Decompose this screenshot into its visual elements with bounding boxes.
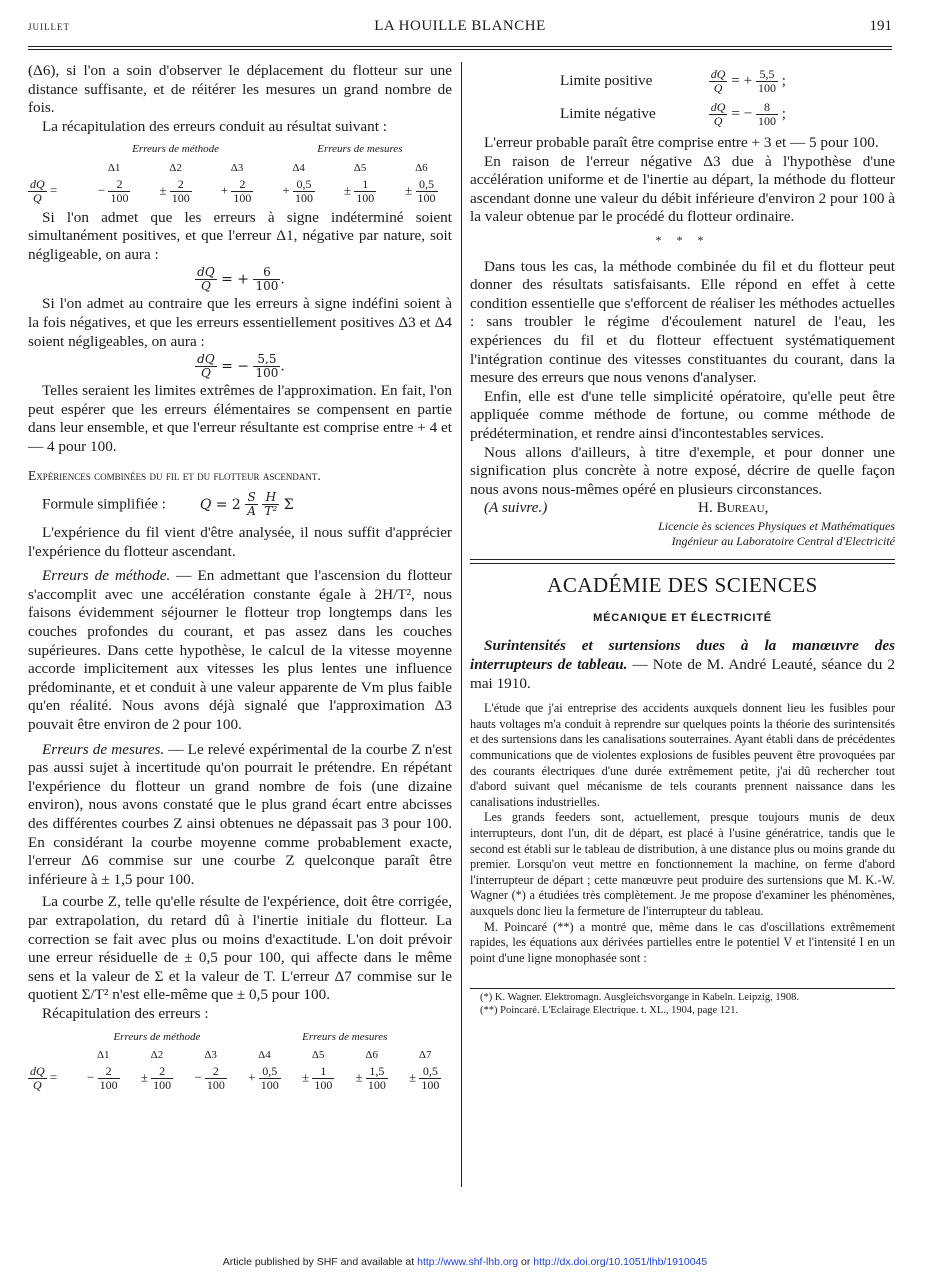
frac-den: 100 — [255, 366, 279, 381]
formula-label: Formule simplifiée : — [42, 495, 167, 513]
footer-text: Article published by SHF and available at — [222, 1256, 418, 1268]
delta-label: Δ3 — [230, 161, 244, 174]
paragraph: L'expérience du fil vient d'être analysée, il nous suffit d'apprécier l'expérience du flotteur ascendant. — [28, 524, 452, 560]
paragraph: Telles seraient les limites extrêmes de l'approximation. En fait, l'on peut espérer que les erreurs élémentaires se compensent en partie dans leur ensemble, et que l'erreur résultante est comprise entre + 4 et — 4 pour 100. — [28, 382, 452, 455]
limit-label: Limite positive — [560, 71, 653, 89]
frac-num: 6 — [253, 266, 280, 280]
to-be-continued: (A suivre.) — [484, 499, 548, 517]
delta-label: Δ2 — [150, 1049, 164, 1062]
page-number: 191 — [869, 18, 892, 34]
frac-den: 100 — [421, 1077, 440, 1092]
section-heading: Expériences combinées du fil et du flotteur ascendant. — [28, 467, 321, 483]
frac-num: 0,5 — [293, 178, 315, 192]
frac-num: 1 — [312, 1065, 334, 1079]
limit-negative: Limite négative $\frac{dQ}{Q}$ = − $\frac{8}{100}$ ; — [560, 100, 787, 128]
formula-line — [42, 491, 452, 518]
frac-den: 100 — [314, 1077, 333, 1092]
frac-num: 0,5 — [419, 1065, 441, 1079]
author-affiliation — [470, 519, 895, 549]
delta-label: Δ6 — [365, 1049, 378, 1062]
label-erreurs-mesures: Erreurs de mesures — [317, 143, 403, 156]
delta-label: Δ7 — [418, 1049, 432, 1062]
frac-den: 100 — [758, 114, 776, 128]
frac-den: Q — [33, 190, 42, 205]
frac-den: 100 — [99, 1077, 118, 1092]
paragraph-text: — En admettant que l'ascension du flotteur s'accomplit avec une accélération constante égale à 2H/T², nous faisons évidemment séjourner le flotteur trop longtemps dans les couches profondes du courant, et pas assez dans les couches supérieures. Dans cette hypothèse, le calcul de la vitesse moyenne accorde implicitement aux vitesses les plus lentes une influence prédominante, et et conduit à une valeur apparente de Vm plus faible qu'en réalité. Nous avons déjà signalé que l'approximation Δ3 pouvait être environ de 2 pour 100. — [28, 567, 452, 734]
author-name: H. Bureau, — [698, 499, 769, 517]
paragraph: Nous allons d'ailleurs, à titre d'exemple, et pour donner une signification plus concrète à notre exposé, décrire de quelle façon nous avons nous-mêmes opéré en plusieurs circonstances. — [470, 443, 895, 498]
doi-link[interactable]: http://dx.doi.org/10.1051/lhb/1910045 — [533, 1256, 708, 1268]
paragraph: Si l'on admet au contraire que les erreurs à signe indéfini soient à la fois négatives, et que les erreurs essentiellement positives Δ3 et Δ4 soient négligeables, on aura : — [28, 295, 452, 350]
frac-den: 100 — [260, 1077, 279, 1092]
paragraph: L'erreur probable paraît être comprise entre + 3 et — 5 pour 100. — [484, 134, 879, 151]
run-in-heading: Erreurs de mesures. — [42, 740, 165, 758]
footnote: (**) Poincaré. L'Eclairage Electrique. t. XL., 1904, page 121. — [480, 1005, 739, 1017]
frac-num: 8 — [756, 101, 778, 115]
affiliation-line: Licencie ès sciences Physiques et Mathématiques — [658, 519, 895, 534]
label-erreurs-mesures: Erreurs de mesures — [302, 1030, 388, 1043]
article-body — [470, 701, 895, 966]
paragraph-text: — Le relevé expérimental de la courbe Z n'est pas aussi sujet à incertitude qu'on pourrait le prétendre. En répétant l'expérience du flotteur un grand nombre de fois (une dizaine environ), nous avons constaté que le plus grand écart entre abcisses des différentes courbes Z ainsi obtenues ne dépassait pas 3 pour 100. En considérant la courbe moyenne comme probablement exacte, l'erreur Δ6 commise sur une courbe Z quelconque paraît être inférieure à ± 1,5 pour 100. — [28, 740, 452, 888]
frac-num: 5,5 — [253, 353, 280, 367]
paragraph — [28, 567, 452, 734]
frac-num: 2 — [98, 1065, 120, 1079]
section-rule — [470, 559, 895, 560]
label-erreurs-methode: Erreurs de méthode — [132, 143, 220, 156]
delta-label: Δ4 — [258, 1049, 271, 1062]
shf-link[interactable]: http://www.shf-lhb.org — [417, 1256, 519, 1268]
section-stars: * * * — [655, 232, 710, 247]
formula: Q = 2 $\frac{S}{A}$ $\frac{H}{\text{T²}}$ Σ — [199, 490, 294, 519]
error-table-2: Erreurs de méthode Erreurs de mesures Δ1 Δ2 Δ3 Δ4 Δ5 Δ6 Δ7 $\frac{dQ}{Q}$ = − $\frac{2}{100}$ ± $\frac{2}{100}$ − $\frac{2}{100}$ + $\frac{0,5}{100}$ ± $\frac{1}{100}$ ± $\frac{1,5}{100}$ ± $\frac{0,5}{100}$ — [28, 1028, 452, 1092]
delta-label: Δ4 — [292, 161, 305, 174]
frac-den: 100 — [206, 1077, 225, 1092]
frac-num: 0,5 — [416, 178, 438, 192]
paragraph: Dans tous les cas, la méthode combinée du fil et du flotteur peut donner des résultats satisfaisants. Elle répond en effet à cette condition essentielle que s'efforcent de réaliser les méthodes actuelles : sans troubler le régime d'écoulement naturel de l'eau, les expériences du fil et du flotteur effectuent systématiquement l'intégration continue des vitesses constituantes du courant, dans la mesure des erreurs que nous venons d'analyser. — [470, 257, 895, 387]
frac-num: 2 — [151, 1065, 173, 1079]
article-heading — [470, 637, 895, 693]
column-separator — [461, 62, 462, 1187]
journal-title: LA HOUILLE BLANCHE — [374, 18, 546, 34]
frac-den: 100 — [367, 1077, 386, 1092]
page-header — [28, 18, 892, 40]
article-title: Surintensités et surtensions dues à la manœuvre des interrupteurs de tableau. — [470, 637, 895, 674]
frac-den: 100 — [356, 190, 375, 205]
run-in-heading: Erreurs de méthode. — [42, 567, 171, 585]
delta-label: Δ1 — [96, 1049, 110, 1062]
delta-label: Δ6 — [415, 161, 428, 174]
header-rule — [28, 46, 892, 47]
delta-label: Δ2 — [169, 161, 182, 174]
frac-num: 2 — [205, 1065, 227, 1079]
paragraph: En raison de l'erreur négative Δ3 due à l'hypothèse d'une accélération uniforme et de l'inertie au départ, la méthode du flotteur ascendant donne une valeur du débit inférieure d'environ 2 pour 100 à la valeur obtenue par le procédé du flotteur ordinaire. — [470, 152, 895, 226]
label-erreurs-methode: Erreurs de méthode — [113, 1030, 201, 1043]
frac-den: 100 — [233, 190, 252, 205]
limit-positive: Limite positive $\frac{dQ}{Q}$ = + $\frac{5,5}{100}$ ; — [560, 67, 787, 95]
paragraph: (Δ6), si l'on a soin d'observer le déplacement du flotteur sur une distance suffisante, et de réitérer les mesures un grand nombre de fois. — [28, 62, 452, 117]
frac-num: dQ — [30, 176, 45, 191]
footer-or: or — [518, 1256, 534, 1268]
frac-num: 2 — [231, 178, 253, 192]
paragraph: Récapitulation des erreurs : — [42, 1004, 209, 1022]
frac-num: 1 — [354, 178, 376, 192]
signature-line — [470, 499, 895, 519]
frac-num: 2 — [170, 178, 192, 192]
frac-den: 100 — [171, 190, 190, 205]
frac-num: 1,5 — [366, 1065, 388, 1079]
affiliation-line: Ingénieur au Laboratoire Central d'Electricité — [671, 534, 895, 549]
left-column — [28, 62, 452, 1092]
paragraph: L'étude que j'ai entreprise des accidents auxquels donnent lieu les fusibles pour hauts voltages m'a conduit à reprendre sur quelques points la théorie des surintensités et des surtensions dans les canalisations souterraines. Ayant établi dans de précédentes communications que de violentes explosions de fusibles peuvent être provoquées par des courants électriques d'une durée extrêmement petite, j'ai dû rechercher tout d'abord suivant quel mécanisme de tels courants prennent naissance dans les canalisations industrielles. — [470, 701, 895, 809]
footnote: (*) K. Wagner. Elektromagn. Ausgleichsvorgange in Kabeln. Leipzig, 1908. — [480, 992, 799, 1004]
header-month: JUILLET — [28, 22, 70, 32]
equation: $\frac{dQ}{Q}$ = + $\frac{6}{100}$ . — [197, 265, 285, 294]
frac-num: 5,5 — [756, 68, 778, 82]
frac-den: 100 — [255, 279, 279, 294]
delta-label: Δ1 — [107, 161, 121, 174]
frac-den: 100 — [417, 190, 436, 205]
paragraph: La récapitulation des erreurs conduit au résultat suivant : — [42, 117, 387, 135]
footnote-rule — [470, 988, 895, 989]
limits-block — [470, 68, 895, 128]
delta-label: Δ5 — [311, 1049, 325, 1062]
right-column — [470, 62, 895, 1017]
frac-num: 0,5 — [259, 1065, 281, 1079]
subsection-heading: MÉCANIQUE ET ÉLECTRICITÉ — [593, 611, 772, 624]
academy-title: ACADÉMIE DES SCIENCES — [547, 573, 818, 598]
paragraph: Les grands feeders sont, actuellement, presque toujours munis de deux interrupteurs, dont l'un, dit de départ, est placé à l'usine génératrice, tandis que le second est établi sur le tableau de distribution, à une distance plus ou moins grande du premier. Lorsqu'on veut mettre en fonctionnement la machine, on ferme d'abord l'interrupteur de départ ; cette manœuvre peut produire des surtensions que M. K.-W. Wagner (*) a étudiées très complètement. Je me propose d'examiner les phénomènes, auxquels donc lieu la fermeture de l'interrupteur du tableau. — [470, 810, 895, 918]
article-note: — Note de M. André Leauté, séance du 2 mai 1910. — [470, 656, 895, 692]
section-rule — [470, 563, 895, 564]
delta-label: Δ5 — [353, 161, 367, 174]
paragraph — [28, 741, 452, 890]
frac-num: 2 — [108, 178, 130, 192]
equation: $\frac{dQ}{Q}$ = − $\frac{5,5}{100}$ . — [197, 352, 285, 381]
publisher-footer — [0, 1256, 930, 1268]
delta-label: Δ3 — [204, 1049, 217, 1062]
frac-den: 100 — [110, 190, 129, 205]
frac-den: 100 — [294, 190, 313, 205]
frac-den: 100 — [153, 1077, 172, 1092]
paragraph: Enfin, elle est d'une telle simplicité opératoire, qu'elle peut être appliquée comme méthode de fortune, ou comme méthode de prédétermination, et rendre ainsi d'incontestables services. — [470, 387, 895, 442]
error-table-1: Erreurs de méthode Erreurs de mesures Δ1 Δ2 Δ3 Δ4 Δ5 Δ6 $\frac{dQ}{Q}$ = − $\frac{2}{100}$ ± $\frac{2}{100}$ + $\frac{2}{100}$ + $\frac{0,5}{100}$ ± $\frac{1}{100}$ ± $\frac{0,5}{100}$ — [28, 140, 452, 204]
header-rule-2 — [28, 49, 892, 50]
paragraph: Si l'on admet que les erreurs à signe indéterminé soient simultanément positives, et que l'erreur Δ1, négative par nature, soit négligeable, on aura : — [28, 208, 452, 263]
frac-den: 100 — [758, 81, 776, 95]
footnotes — [470, 991, 895, 1017]
paragraph: La courbe Z, telle qu'elle résulte de l'expérience, doit être corrigée, par extrapolation, du retard dû à l'inertie initiale du flotteur. La correction se fait avec plus ou moins d'exactitude. L'on doit prévoir une erreur résiduelle de ± 0,5 pour 100, qui affecte dans le même sens et la valeur de Σ et la valeur de T. L'erreur Δ7 commise sur le quotient Σ/T² n'est elle-même que ± 0,5 pour 100. — [28, 893, 452, 1004]
paragraph: M. Poincaré (**) a montré que, même dans le cas d'oscillations extrêmement rapides, les équations aux dérivées partielles entre le potentiel V et l'intensité I en un point d'une ligne monophasée sont : — [470, 919, 895, 965]
limit-label: Limite négative — [560, 104, 656, 122]
